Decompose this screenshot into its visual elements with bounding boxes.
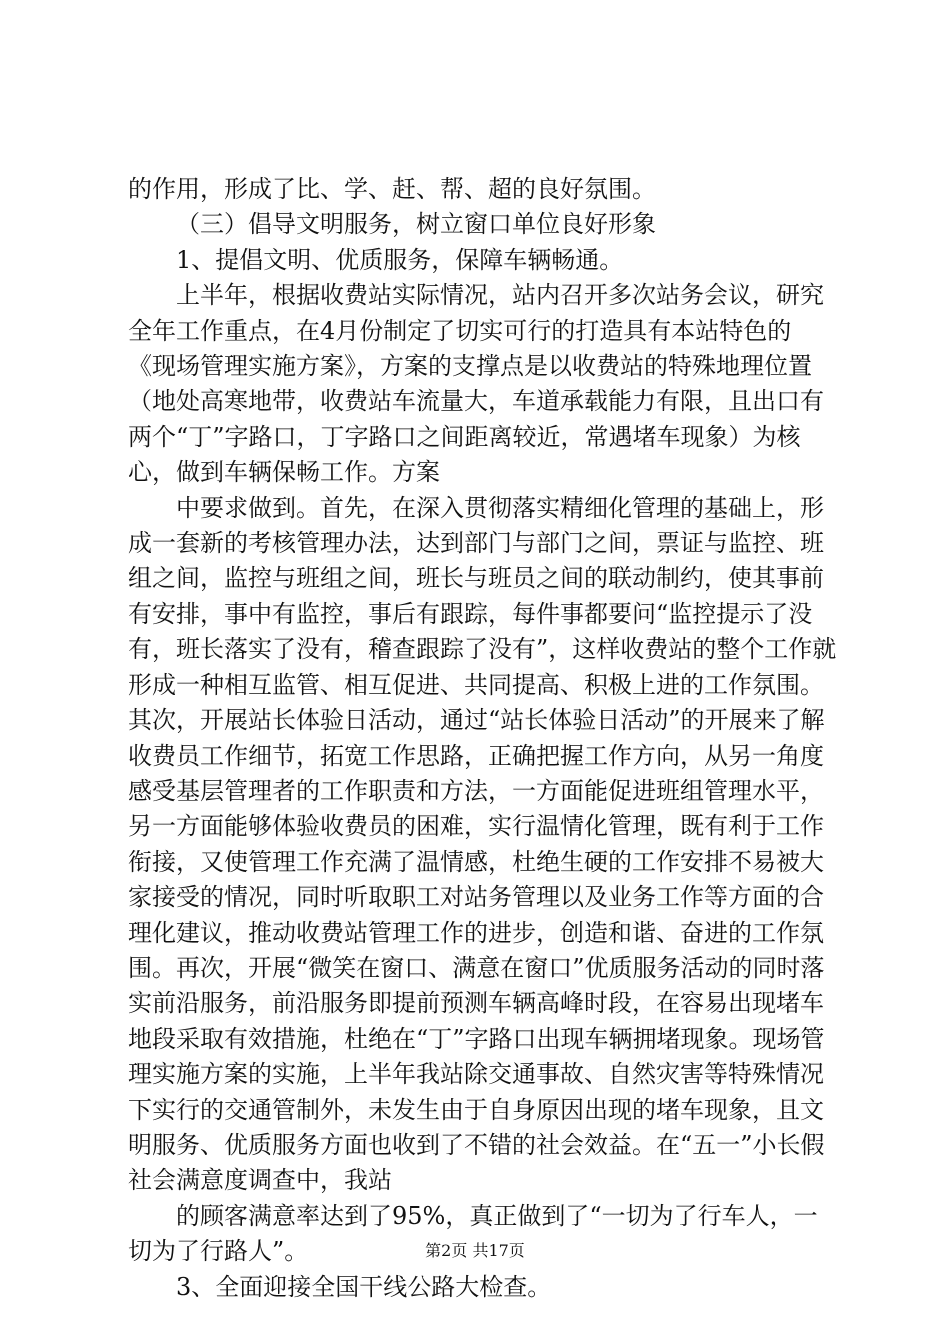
page-footer [0, 1241, 950, 1261]
paragraph-2-section-heading: （三）倡导文明服务，树立窗口单位良好形象 [176, 210, 656, 239]
paragraph-7-item-heading: 3、全面迎接全国干线公路大检查。 [176, 1272, 552, 1301]
paragraph-5: 中要求做到。首先，在深入贯彻落实精细化管理的基础上，形成一套新的考核管理办法，达到部门与部门之间，票证与监控、班组之间，监控与班组之间，班长与班员之间的联动制约，使其事前有安排，事中有监控，事后有跟踪，每件事都要问“监控提示了没有，班长落实了没有，稽查跟踪了没有”，这样收费站的整个工作就形成一种相互监管、相互促进、共同提高、积极上进的工作氛围。其次，开展站长体验日活动，通过“站长体验日活动”的开展来了解收费员工作细节，拓宽工作思路，正确把握工作方向，从另一角度感受基层管理者的工作职责和方法，一方面能促进班组管理水平，另一方面能够体验收费员的困难，实行温情化管理，既有利于工作衔接，又使管理工作充满了温情感，杜绝生硬的工作安排不易被大家接受的情况，同时听取职工对站务管理以及业务工作等方面的合理化建议，推动收费站管理工作的进步，创造和谐、奋进的工作氛围。再次，开展“微笑在窗口、满意在窗口”优质服务活动的同时落实前沿服务，前沿服务即提前预测车辆高峰时段，在容易出现堵车地段采取有效措施，杜绝在“丁”字路口出现车辆拥堵现象。现场管理实施方案的实施，上半年我站除交通事故、自然灾害等特殊情况下实行的交通管制外，未发生由于自身原因出现的堵车现象，且文明服务、优质服务方面也收到了不错的社会效益。在“五一”小长假社会满意度调查中，我站 [128, 493, 837, 1195]
paragraph-3-item-heading: 1、提倡文明、优质服务，保障车辆畅通。 [176, 245, 624, 274]
paragraph-1: 的作用，形成了比、学、赶、帮、超的良好氛围。 [128, 175, 656, 203]
paragraph-6: 的顾客满意率达到了95%，真正做到了“一切为了行车人，一切为了行路人”。 [128, 1201, 818, 1266]
page-number-label: 第2页 共17页 [425, 1241, 525, 1260]
paragraph-4: 上半年，根据收费站实际情况，站内召开多次站务会议，研究全年工作重点，在4月份制定了切实可行的打造具有本站特色的《现场管理实施方案》，方案的支撑点是以收费站的特殊地理位置（地处高寒地带，收费站车流量大，车道承载能力有限，且出口有两个“丁”字路口，丁字路口之间距离较近，常遇堵车现象）为核心，做到车辆保畅工作。方案 [128, 281, 824, 487]
document-body [128, 172, 838, 1305]
